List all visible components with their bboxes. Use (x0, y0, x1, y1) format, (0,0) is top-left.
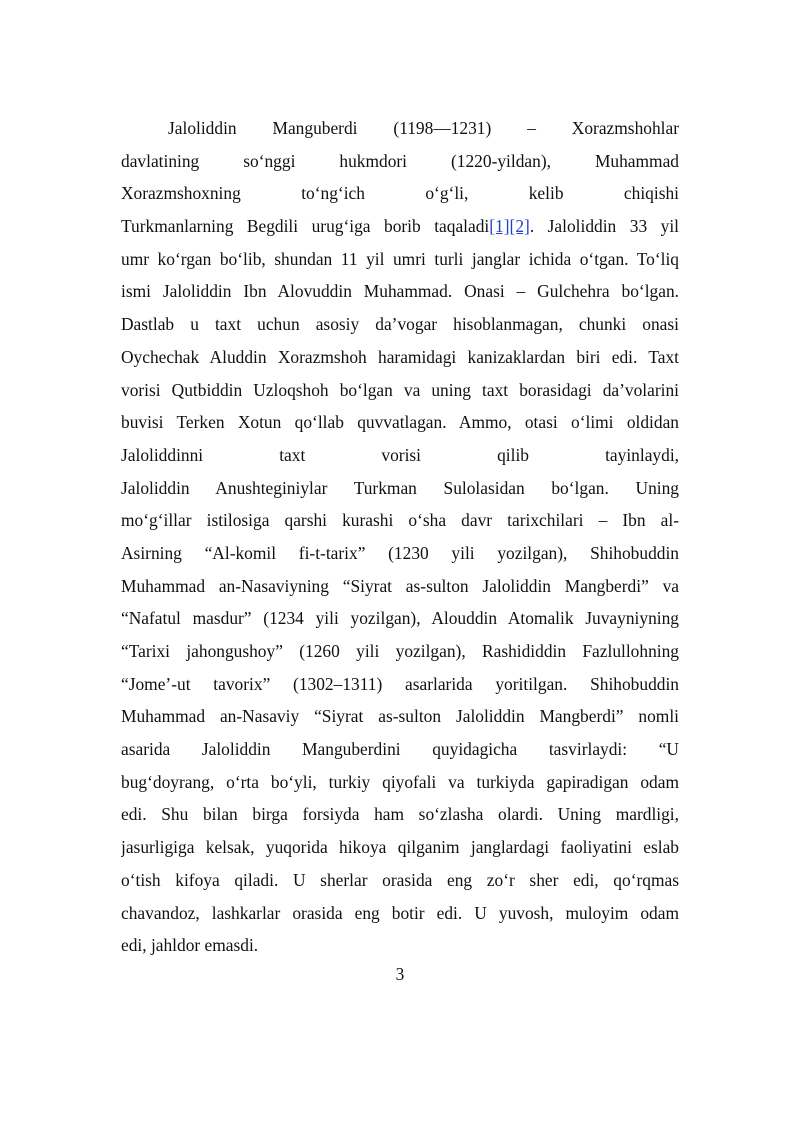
text-line: Dastlab u taxt uchun asosiy da’vogar hisoblanmagan, chunki onasi (121, 314, 679, 335)
text-line: bug‘doyrang, o‘rta bo‘yli, turkiy qiyofali va turkiyda gapiradigan odam (121, 771, 679, 792)
text-line (121, 210, 679, 243)
text-line: edi, jahldor emasdi. (121, 935, 259, 956)
text-line: “Jome’-ut tavorix” (1302–1311) asarlarida yoritilgan. Shihobuddin (121, 673, 679, 694)
text-line: Oychechak Aluddin Xorazmshoh haramidagi kanizaklardan biri edi. Taxt (121, 346, 679, 367)
reference-link-1[interactable]: [1] (489, 216, 510, 237)
text-line: Muhammad an-Nasaviy “Siyrat as-sulton Jaloliddin Mangberdi” nomli (121, 706, 679, 727)
text-line: buvisi Terken Xotun qo‘llab quvvatlagan. Ammo, otasi o‘limi oldidan (121, 412, 679, 433)
text-line: Xorazmshoxning to‘ng‘ich o‘g‘li, kelib chiqishi (121, 183, 679, 204)
text-line: jasurligiga kelsak, yuqorida hikoya qilganim janglardagi faoliyatini eslab (121, 837, 679, 858)
text-line: mo‘g‘illar istilosiga qarshi kurashi o‘sha davr tarixchilari – Ibn al- (121, 510, 679, 531)
text-line: chavandoz, lashkarlar orasida eng botir edi. U yuvosh, muloyim odam (121, 902, 679, 923)
text-line: Jaloliddin Anushteginiylar Turkman Sulolasidan bo‘lgan. Uning (121, 477, 679, 498)
text-line: Asirning “Al-komil fi-t-tarix” (1230 yili yozilgan), Shihobuddin (121, 542, 679, 563)
text-line: “Tarixi jahongushoy” (1260 yili yozilgan), Rashididdin Fazlullohning (121, 641, 679, 661)
text-line: edi. Shu bilan birga forsiyda ham so‘zlasha olardi. Uning mardligi, (121, 804, 679, 825)
text-line: umr ko‘rgan bo‘lib, shundan 11 yil umri turli janglar ichida o‘tgan. To‘liq (121, 248, 679, 269)
text-line: Jaloliddinni taxt vorisi qilib tayinlaydi, (121, 444, 679, 465)
text-line: davlatining so‘nggi hukmdori (1220-yildan), Muhammad (121, 150, 679, 171)
text-line: “Nafatul masdur” (1234 yili yozilgan), Alouddin Atomalik Juvayniyning (121, 608, 679, 629)
body-paragraph (121, 112, 679, 962)
text-line: ismi Jaloliddin Ibn Alovuddin Muhammad. Onasi – Gulchehra bo‘lgan. (121, 281, 679, 302)
reference-link-2[interactable]: [2] (509, 216, 530, 237)
text-line: Jaloliddin Manguberdi (1198—1231) – Xorazmshohlar (168, 118, 679, 138)
text-line: o‘tish kifoya qiladi. U sherlar orasida eng zo‘r sher edi, qo‘rqmas (121, 869, 679, 890)
text-line: Muhammad an-Nasaviyning “Siyrat as-sulton Jaloliddin Mangberdi” va (121, 575, 679, 596)
text-segment: Turkmanlarning Begdili urug‘iga borib taqaladi (121, 216, 490, 237)
text-line: asarida Jaloliddin Manguberdini quyidagicha tasvirlaydi: “U (121, 739, 679, 760)
text-segment: . Jaloliddin 33 yil (529, 216, 679, 237)
page-number: 3 (395, 964, 405, 984)
text-line: vorisi Qutbiddin Uzloqshoh bo‘lgan va uning taxt borasidagi da’volarini (121, 379, 679, 400)
